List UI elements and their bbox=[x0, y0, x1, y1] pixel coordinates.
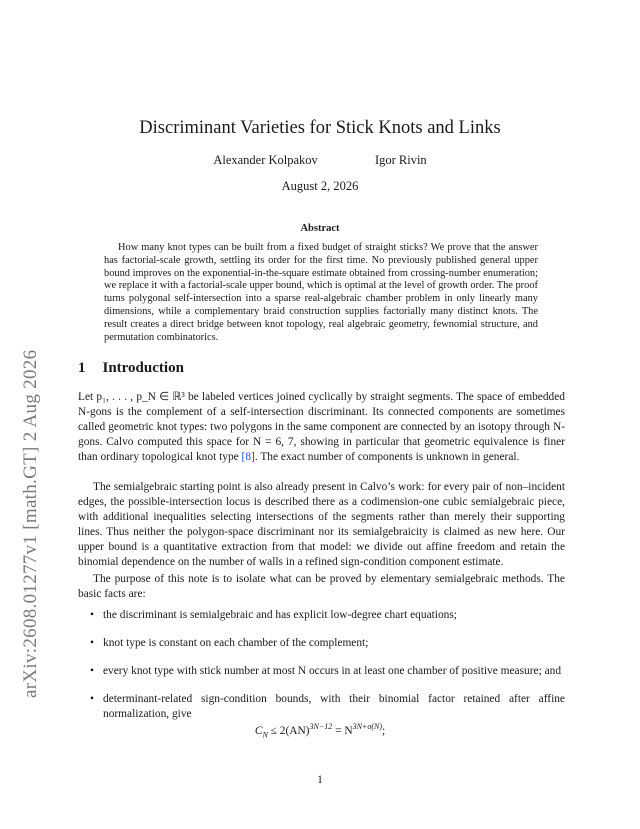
list-item bbox=[78, 692, 565, 722]
bullet-icon: • bbox=[90, 609, 94, 621]
paper-date: August 2, 2026 bbox=[281, 179, 359, 193]
paragraph-text: The semialgebraic starting point is also already present in Calvo’s work: for every pair of non–incident edges, the possible-intersection locus is described there as a codimension-one cubic semialgebraic piece, with additional inequalities selecting intersections of the segments rather than merely their supporting lines. Thus neither the polygon-space discriminant nor its semialgebraicity is claimed as new here. Our upper bound is a quantitative extraction from that model: we divide out affine freedom and retain the binomial dependence on the number of walls in a refined sign-condition component estimate. bbox=[78, 481, 565, 569]
formula-exponent: 3N+o(N) bbox=[352, 722, 382, 731]
bullet-icon: • bbox=[90, 637, 94, 650]
formula-exponent: 3N−12 bbox=[309, 722, 333, 731]
formula-part: = N bbox=[332, 725, 353, 737]
list-item-text: the discriminant is semialgebraic and has explicit low-degree chart equations; bbox=[103, 609, 457, 621]
facts-list bbox=[78, 608, 565, 735]
paragraph-1 bbox=[78, 390, 565, 465]
paragraph-text: The purpose of this note is to isolate what can be proved by elementary semialgebraic methods. The basic facts are: bbox=[78, 573, 565, 601]
section-number: 1 bbox=[78, 360, 86, 376]
paragraph-text: Let p₁, . . . , p_N ∈ ℝ³ be labeled vertices joined cyclically by straight segments. The space of embedded N-gons is the complement of a self-intersection discriminant. Its connected components are sometimes called geometric knot types: two polygons in the same component are connected by an isotopy through N-gons. Calvo computed this space for N = 6, 7, showing in particular that geometric equivalence is finer than ordinary topological knot type bbox=[78, 391, 565, 464]
formula-part: ≤ 2(AN) bbox=[267, 725, 310, 737]
paragraph-3 bbox=[78, 572, 565, 602]
paragraph-text: . The exact number of components is unknown in general. bbox=[254, 451, 520, 464]
formula-part: ; bbox=[381, 725, 386, 737]
section-title: Introduction bbox=[102, 360, 184, 376]
abstract-heading: Abstract bbox=[300, 223, 340, 234]
author-name: Alexander Kolpakov bbox=[213, 153, 318, 167]
list-item-text: determinant-related sign-condition bounds, with their binomial factor retained after affine normalization, give bbox=[103, 693, 565, 721]
list-item bbox=[78, 636, 565, 651]
list-item bbox=[78, 664, 565, 679]
arxiv-id-text: arXiv:2608.01277v1 [math.GT] 2 Aug 2026 bbox=[20, 349, 41, 698]
author-list bbox=[0, 153, 640, 168]
formula-subscript: N bbox=[262, 730, 268, 740]
list-item-text: every knot type with stick number at most N occurs in at least one chamber of positive measure; and bbox=[103, 665, 562, 678]
arxiv-margin-identifier bbox=[14, 238, 44, 698]
list-item-text: knot type is constant on each chamber of the complement; bbox=[103, 637, 369, 650]
display-formula bbox=[0, 722, 640, 739]
section-heading bbox=[78, 360, 184, 377]
author-name: Igor Rivin bbox=[374, 153, 427, 167]
list-item bbox=[78, 608, 565, 623]
citation-link[interactable]: [8] bbox=[241, 451, 255, 464]
page-number: 1 bbox=[317, 774, 323, 786]
bullet-icon: • bbox=[90, 693, 94, 706]
paragraph-2 bbox=[78, 480, 565, 571]
bullet-icon: • bbox=[90, 665, 94, 678]
abstract-text: How many knot types can be built from a fixed budget of straight sticks? We prove that the answer has factorial-scale growth, settling its order for the first time. No previously published general upper bound improves on the exponential-in-the-square estimate obtained from crossing-number enumeration; we replace it with a factorial-scale upper bound, which is optimal at the level of growth order. The proof turns polygonal self-intersection into a sparse real-algebraic chamber problem in only linearly many dimensions, while a complementary braid construction supplies factorially many distinct knots. The result creates a direct bridge between knot topology, real algebraic geometry, fewnomial structure, and permutation combinatorics. bbox=[104, 242, 538, 343]
paper-title: Discriminant Varieties for Stick Knots and Links bbox=[139, 118, 501, 138]
formula-part: C bbox=[254, 725, 263, 737]
